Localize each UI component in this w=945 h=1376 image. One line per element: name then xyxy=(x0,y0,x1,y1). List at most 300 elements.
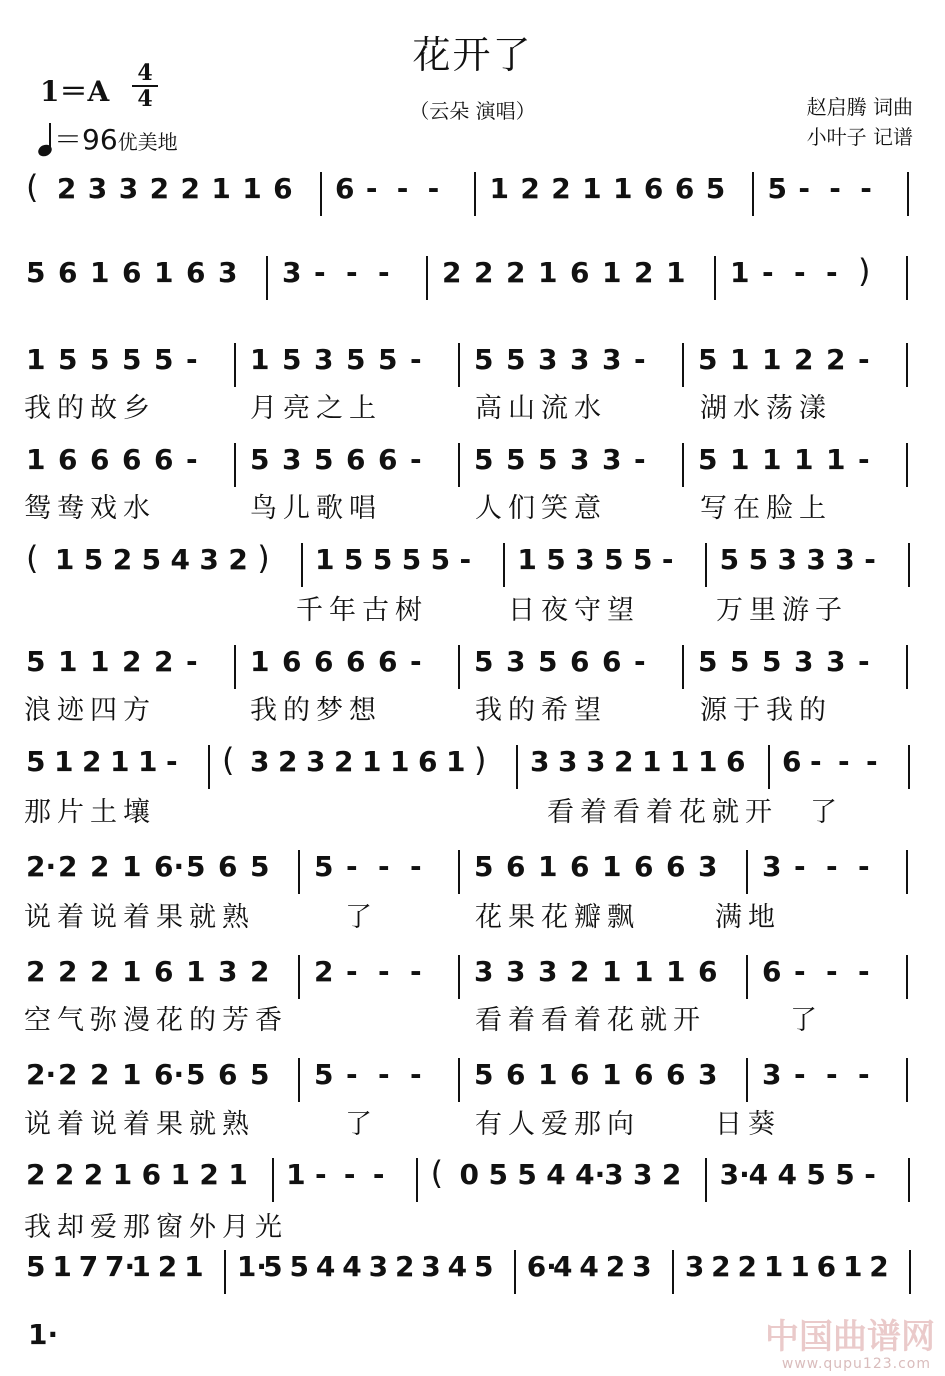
note: 6 xyxy=(218,850,238,883)
barline xyxy=(908,1158,910,1202)
time-signature xyxy=(132,62,158,110)
hold-dash: - xyxy=(343,1158,356,1191)
notation-line xyxy=(0,1250,945,1310)
note: 3 xyxy=(282,443,302,476)
lyric-phrase: 说着说着果就熟 xyxy=(24,902,255,933)
note: 1 xyxy=(54,745,74,778)
note: 5 xyxy=(719,543,740,576)
note: 2 xyxy=(506,256,526,289)
note: 5 xyxy=(767,172,787,205)
barline xyxy=(298,955,300,999)
tempo-value: ＝96 xyxy=(54,123,118,156)
hold-dash: - xyxy=(378,1058,390,1091)
lyric-phrase: 千年古树 xyxy=(296,595,428,626)
note: 1 xyxy=(286,1158,306,1191)
note: 6 xyxy=(643,172,664,205)
note: 3 xyxy=(506,955,526,988)
barline xyxy=(906,645,908,689)
lyric-phrase: 满地 xyxy=(715,902,781,933)
note: 3 xyxy=(575,543,595,576)
lyric-line xyxy=(0,790,945,828)
note: 5 xyxy=(314,443,334,476)
hold-dash: - xyxy=(661,543,674,576)
note: 3 xyxy=(306,745,326,778)
note: 2 xyxy=(661,1158,682,1191)
repeat-paren: ) xyxy=(858,252,871,290)
note: 3 xyxy=(118,172,139,205)
barline xyxy=(906,443,908,487)
lyric-phrase: 月亮之上 xyxy=(250,393,382,424)
note: 5 xyxy=(632,543,653,576)
lyric-phrase: 写在脸上 xyxy=(700,493,832,524)
note: 6 xyxy=(141,1158,162,1191)
repeat-paren: ) xyxy=(474,741,487,779)
barline xyxy=(907,172,909,216)
note: 1 xyxy=(762,443,782,476)
note: 2 xyxy=(122,645,142,678)
hold-dash: - xyxy=(794,1058,806,1091)
note: 6 xyxy=(698,955,718,988)
note: 3 xyxy=(570,343,590,376)
note: 2 xyxy=(90,850,110,883)
note: 3 xyxy=(421,1250,441,1283)
barline xyxy=(682,343,684,387)
note: 2 xyxy=(869,1250,889,1283)
note: 3 xyxy=(698,850,718,883)
note: 1 xyxy=(52,1250,72,1283)
note: 3 xyxy=(632,1250,652,1283)
note: 6 xyxy=(218,1058,238,1091)
note: 3 xyxy=(794,645,814,678)
note: 6 xyxy=(58,443,78,476)
note: 2 xyxy=(794,343,814,376)
note: 3 xyxy=(506,645,526,678)
note: 1· xyxy=(236,1250,267,1283)
note: 3 xyxy=(530,745,550,778)
note: 1 xyxy=(602,1058,622,1091)
note: 6 xyxy=(816,1250,837,1283)
barline xyxy=(234,645,236,689)
tempo-marking xyxy=(38,118,178,158)
lyric-phrase: 我的希望 xyxy=(475,695,607,726)
barline xyxy=(458,850,460,894)
note: 5 xyxy=(488,1158,508,1191)
note: 2 xyxy=(56,172,77,205)
note: 5 xyxy=(506,343,526,376)
note: 1 xyxy=(582,172,602,205)
note: 5 xyxy=(186,850,206,883)
note: 6 xyxy=(634,850,654,883)
barline xyxy=(906,343,908,387)
note: 2 xyxy=(314,955,334,988)
repeat-paren: ( xyxy=(26,539,39,577)
note: 4 xyxy=(777,1158,797,1191)
barline xyxy=(906,256,908,300)
hold-dash: - xyxy=(186,343,198,376)
note: 6· xyxy=(154,1058,185,1091)
barline xyxy=(908,543,910,587)
note: 1 xyxy=(842,1250,863,1283)
note: 2 xyxy=(520,172,540,205)
note: 5 xyxy=(250,850,270,883)
hold-dash: - xyxy=(858,343,870,376)
barline xyxy=(208,745,210,789)
lyric-phrase: 日夜守望 xyxy=(508,595,640,626)
note: 2 xyxy=(605,1250,626,1283)
barline xyxy=(416,1158,418,1202)
note: 5 xyxy=(762,645,782,678)
barline xyxy=(458,645,460,689)
note: 1 xyxy=(489,172,509,205)
note: 5 xyxy=(835,1158,855,1191)
lyric-phrase: 鸟儿歌唱 xyxy=(250,493,382,524)
note: 2 xyxy=(394,1250,415,1283)
note: 1 xyxy=(362,745,382,778)
note: 5 xyxy=(141,543,162,576)
barline xyxy=(906,1058,908,1102)
hold-dash: - xyxy=(186,443,198,476)
note: 3 xyxy=(474,955,494,988)
lyric-phrase: 花果花瓣飘 xyxy=(475,902,640,933)
note: 6 xyxy=(58,256,78,289)
note: 5 xyxy=(289,1250,309,1283)
note: 2 xyxy=(154,645,174,678)
lyric-phrase: 万里游子 xyxy=(716,595,848,626)
note: 3 xyxy=(604,1158,624,1191)
hold-dash: - xyxy=(459,543,472,576)
note: 3 xyxy=(762,850,782,883)
note: 5 xyxy=(698,645,718,678)
hold-dash: - xyxy=(346,1058,358,1091)
note: 1 xyxy=(110,745,130,778)
note: 0 xyxy=(459,1158,480,1191)
note: 4 xyxy=(170,543,190,576)
barline xyxy=(746,955,748,999)
note: 5 xyxy=(698,443,718,476)
hold-dash: - xyxy=(410,343,422,376)
note: 1 xyxy=(228,1158,248,1191)
lyric-phrase: 了 xyxy=(810,797,843,828)
hold-dash: - xyxy=(826,1058,838,1091)
note: 1 xyxy=(250,343,270,376)
note: 5 xyxy=(122,343,142,376)
hold-dash: - xyxy=(860,172,872,205)
note: 6 xyxy=(570,256,590,289)
barline xyxy=(746,1058,748,1102)
watermark-logo: 中国曲谱网 xyxy=(765,1317,935,1357)
barline xyxy=(426,256,428,300)
hold-dash: - xyxy=(410,1058,422,1091)
note: 1 xyxy=(90,256,110,289)
lyric-phrase: 日葵 xyxy=(715,1109,781,1140)
lyric-phrase: 看着看着花就开 xyxy=(475,1005,706,1036)
lyric-phrase: 源于我的 xyxy=(700,695,832,726)
note: 3 xyxy=(586,745,606,778)
note: 6 xyxy=(346,645,366,678)
note: 1 xyxy=(730,443,750,476)
lyric-phrase: 了 xyxy=(345,1109,378,1140)
repeat-paren: ( xyxy=(222,741,235,779)
hold-dash: - xyxy=(794,256,806,289)
barline xyxy=(234,343,236,387)
page-title: 花开了 xyxy=(412,33,533,77)
note: 5 xyxy=(378,343,398,376)
note: 3 xyxy=(558,745,578,778)
note: 6 xyxy=(346,443,366,476)
note: 3 xyxy=(684,1250,705,1283)
hold-dash: - xyxy=(634,343,646,376)
note: 1 xyxy=(446,745,466,778)
note: 1 xyxy=(112,1158,133,1191)
note: 5 xyxy=(58,343,78,376)
note: 5 xyxy=(474,343,494,376)
lyric-phrase: 了 xyxy=(790,1005,823,1036)
note: 2 xyxy=(199,1158,219,1191)
repeat-paren: ) xyxy=(257,539,270,577)
note: 5 xyxy=(430,543,451,576)
note: 2 xyxy=(112,543,133,576)
hold-dash: - xyxy=(810,745,822,778)
note: 3 xyxy=(762,1058,782,1091)
barline xyxy=(705,543,707,587)
lyric-phrase: 高山流水 xyxy=(475,393,607,424)
barline xyxy=(474,172,476,216)
note: 6 xyxy=(122,256,142,289)
barline xyxy=(301,543,303,587)
barline xyxy=(906,850,908,894)
note: 5 xyxy=(538,443,558,476)
hold-dash: - xyxy=(762,256,774,289)
note: 5 xyxy=(346,343,366,376)
note: 6 xyxy=(666,850,686,883)
note: 6 xyxy=(782,745,802,778)
note: 6 xyxy=(334,172,355,205)
hold-dash: - xyxy=(315,1158,327,1191)
note: 5 xyxy=(506,443,526,476)
lyric-line xyxy=(0,895,945,933)
note: 3 xyxy=(218,256,238,289)
note: 5 xyxy=(730,645,750,678)
lyric-phrase: 浪迹四方 xyxy=(24,695,156,726)
note: 1 xyxy=(131,1250,151,1283)
note: 5 xyxy=(314,1058,334,1091)
lyric-line xyxy=(0,486,945,524)
hold-dash: - xyxy=(838,745,850,778)
note: 3 xyxy=(698,1058,718,1091)
note: 6 xyxy=(418,745,438,778)
hold-dash: - xyxy=(829,172,841,205)
lyric-phrase: 我的梦想 xyxy=(250,695,382,726)
hold-dash: - xyxy=(826,850,838,883)
hold-dash: - xyxy=(378,256,390,289)
note: 3 xyxy=(199,543,219,576)
lyric-phrase: 有人爱那向 xyxy=(475,1109,640,1140)
note: 5 xyxy=(474,850,494,883)
hold-dash: - xyxy=(864,1158,876,1191)
end-mark: 1· xyxy=(28,1318,59,1351)
singer-credit: （云朵 演唱） xyxy=(409,99,536,123)
note: 1 xyxy=(642,745,662,778)
barline xyxy=(458,955,460,999)
hold-dash: - xyxy=(314,256,326,289)
hold-dash: - xyxy=(166,745,178,778)
note: 3 xyxy=(218,955,238,988)
tempo-mood: 优美地 xyxy=(117,130,178,154)
note: 3 xyxy=(538,955,558,988)
hold-dash: - xyxy=(346,256,358,289)
note: 2 xyxy=(90,1058,110,1091)
note: 2 xyxy=(442,256,462,289)
note: 2· xyxy=(26,850,57,883)
lyric-phrase: 人们笑意 xyxy=(475,493,607,524)
note: 2 xyxy=(58,1058,78,1091)
hold-dash: - xyxy=(794,850,806,883)
note: 5 xyxy=(474,645,494,678)
note: 1 xyxy=(790,1250,810,1283)
hold-dash: - xyxy=(427,172,440,205)
note: 6 xyxy=(378,645,398,678)
note: 2 xyxy=(250,955,270,988)
hold-dash: - xyxy=(346,850,358,883)
note: 1 xyxy=(730,256,750,289)
note: 6 xyxy=(90,443,110,476)
note: 5 xyxy=(263,1250,283,1283)
lyric-phrase: 我却爱那窗外月光 xyxy=(24,1212,288,1243)
repeat-paren: ( xyxy=(26,168,39,206)
note: 6 xyxy=(570,645,590,678)
lyric-phrase: 湖水荡漾 xyxy=(700,393,832,424)
barline xyxy=(514,1250,516,1294)
note: 2 xyxy=(58,955,78,988)
note: 5 xyxy=(26,1250,46,1283)
note: 3 xyxy=(570,443,590,476)
barline xyxy=(298,1058,300,1102)
lyric-phrase: 那片土壤 xyxy=(24,797,156,828)
note: 1 xyxy=(762,343,782,376)
note: 5 xyxy=(186,1058,206,1091)
note: 1 xyxy=(390,745,410,778)
hold-dash: - xyxy=(410,645,422,678)
hold-dash: - xyxy=(798,172,811,205)
note: 1 xyxy=(250,645,270,678)
note: 6· xyxy=(526,1250,557,1283)
note: 6· xyxy=(154,850,185,883)
barline xyxy=(458,343,460,387)
note: 1 xyxy=(670,745,690,778)
barline xyxy=(672,1250,674,1294)
note: 1 xyxy=(538,850,558,883)
note: 1 xyxy=(666,256,686,289)
note: 1 xyxy=(122,850,142,883)
note: 4 xyxy=(447,1250,468,1283)
note: 2 xyxy=(26,1158,46,1191)
time-signature-bottom: 4 xyxy=(137,86,153,112)
note: 6 xyxy=(378,443,398,476)
note: 1 xyxy=(794,443,814,476)
note: 6 xyxy=(282,645,302,678)
note: 1 xyxy=(186,955,206,988)
note: 5 xyxy=(372,543,393,576)
note: 6 xyxy=(570,850,590,883)
note: 2 xyxy=(149,172,170,205)
note: 3 xyxy=(602,343,622,376)
key-signature: 1＝A xyxy=(40,75,110,108)
hold-dash: - xyxy=(866,745,878,778)
hold-dash: - xyxy=(858,645,870,678)
note: 4 xyxy=(553,1250,573,1283)
note: 5 xyxy=(748,543,769,576)
note: 2 xyxy=(54,1158,75,1191)
barline xyxy=(705,1158,707,1202)
note: 2 xyxy=(711,1250,731,1283)
note: 5 xyxy=(401,543,422,576)
hold-dash: - xyxy=(378,955,390,988)
note: 2 xyxy=(570,955,590,988)
barline xyxy=(224,1250,226,1294)
note: 3 xyxy=(806,543,826,576)
note: 5 xyxy=(26,645,46,678)
notation-line xyxy=(0,252,945,316)
barline xyxy=(909,1250,911,1294)
note: 1 xyxy=(666,955,686,988)
barline xyxy=(768,745,770,789)
note: 6 xyxy=(154,443,174,476)
note: 2 xyxy=(26,955,46,988)
note: 3 xyxy=(538,343,558,376)
barline xyxy=(458,443,460,487)
hold-dash: - xyxy=(858,850,870,883)
note: 4 xyxy=(748,1158,769,1191)
hold-dash: - xyxy=(858,955,870,988)
note: 5 xyxy=(546,543,566,576)
note: 3 xyxy=(826,645,846,678)
note: 6 xyxy=(122,443,142,476)
note: 3 xyxy=(282,256,302,289)
barline xyxy=(298,850,300,894)
barline xyxy=(266,256,268,300)
barline xyxy=(272,1158,274,1202)
note: 5 xyxy=(343,543,364,576)
note: 2 xyxy=(82,745,102,778)
barline xyxy=(458,1058,460,1102)
hold-dash: - xyxy=(410,443,422,476)
note: 1 xyxy=(26,343,46,376)
note: 1 xyxy=(26,443,46,476)
note: 1 xyxy=(170,1158,190,1191)
note: 6 xyxy=(634,1058,654,1091)
credits xyxy=(807,92,913,152)
lyric-phrase: 了 xyxy=(345,902,378,933)
note: 3 xyxy=(368,1250,389,1283)
note: 3 xyxy=(835,543,855,576)
note: 2· xyxy=(26,1058,57,1091)
note: 5 xyxy=(474,443,494,476)
note: 6 xyxy=(506,1058,526,1091)
hold-dash: - xyxy=(826,256,838,289)
note: 1 xyxy=(58,645,78,678)
note: 3 xyxy=(777,543,797,576)
note: 5 xyxy=(90,343,110,376)
barline xyxy=(908,745,910,789)
note: 5 xyxy=(806,1158,826,1191)
note: 6 xyxy=(762,955,782,988)
note: 3 xyxy=(632,1158,653,1191)
note: 6 xyxy=(726,745,746,778)
note: 5 xyxy=(314,850,334,883)
note: 4 xyxy=(579,1250,599,1283)
note: 3 xyxy=(250,745,270,778)
lyric-line xyxy=(0,1102,945,1140)
